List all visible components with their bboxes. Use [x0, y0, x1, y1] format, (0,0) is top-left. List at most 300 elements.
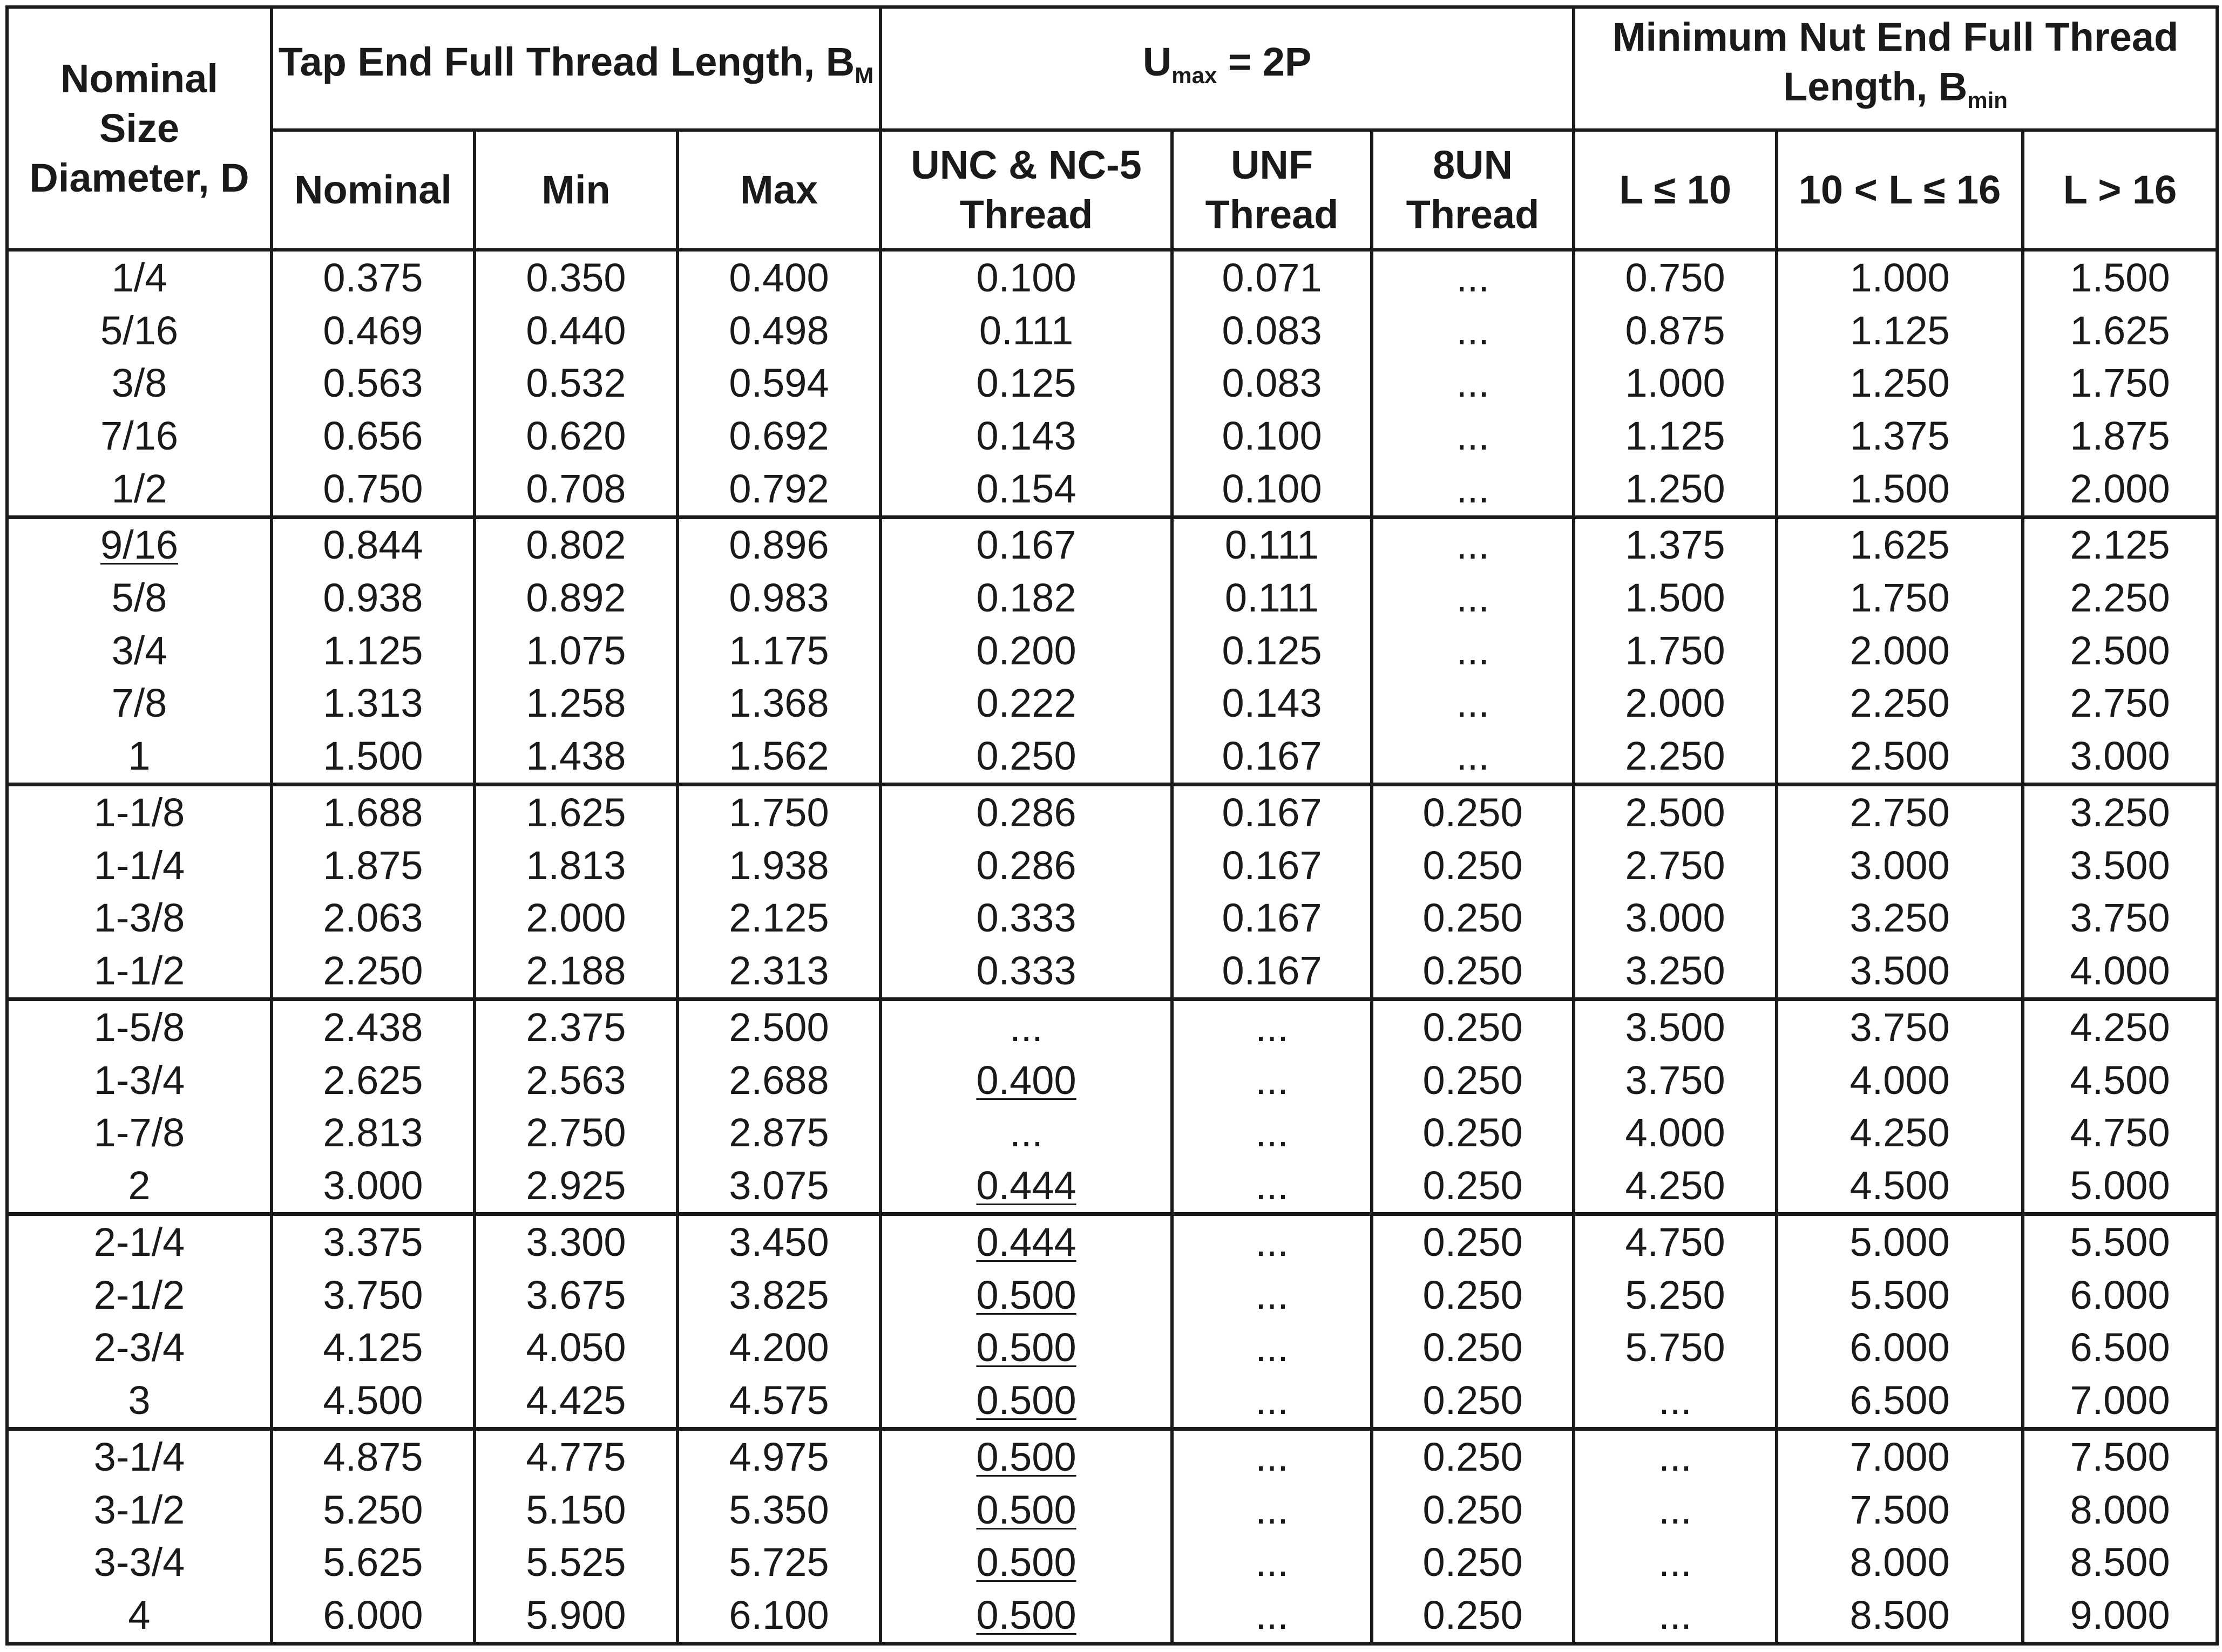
cell-text: 1.750 — [1850, 575, 1950, 621]
cell-text: 4.975 — [729, 1434, 829, 1479]
cell-text: 0.250 — [1422, 1219, 1523, 1265]
cell-text: 3.500 — [1625, 1005, 1725, 1050]
value-cell — [880, 1214, 1172, 1269]
cell-text: 0.896 — [729, 522, 829, 568]
value-cell — [1372, 572, 1574, 624]
value-cell — [880, 1374, 1172, 1429]
col-header-unf: UNF Thread — [1172, 130, 1372, 250]
size-cell — [7, 892, 272, 945]
size-cell — [7, 1536, 272, 1589]
cell-text: 2.813 — [323, 1110, 423, 1155]
value-cell — [1777, 839, 2023, 892]
col-header-l-le-10: L ≤ 10 — [1574, 130, 1777, 250]
cell-text: 0.350 — [526, 255, 626, 300]
cell-text: 0.444 — [976, 1163, 1076, 1208]
cell-text: 0.083 — [1222, 361, 1322, 406]
cell-text: 0.532 — [526, 361, 626, 406]
cell-text: 3.825 — [729, 1272, 829, 1317]
value-cell — [1574, 677, 1777, 730]
cell-text: ... — [1255, 1219, 1289, 1265]
cell-text: 2.625 — [323, 1057, 423, 1103]
cell-text: 4.875 — [323, 1434, 423, 1479]
value-cell — [272, 304, 475, 357]
value-cell — [880, 785, 1172, 839]
cell-text: 4.250 — [2070, 1005, 2170, 1050]
value-cell — [2023, 1484, 2217, 1537]
value-cell — [475, 1214, 678, 1269]
cell-text: 1-3/4 — [93, 1057, 185, 1103]
value-cell — [880, 839, 1172, 892]
cell-text: 3.000 — [1850, 842, 1950, 888]
cell-text: 0.083 — [1222, 308, 1322, 353]
value-cell — [1574, 357, 1777, 410]
value-cell — [272, 1589, 475, 1643]
cell-text: 2.750 — [1850, 790, 1950, 835]
cell-text: 1-7/8 — [93, 1110, 185, 1155]
value-cell — [1172, 1589, 1372, 1643]
size-cell — [7, 839, 272, 892]
value-cell — [1172, 410, 1372, 463]
cell-text: 0.071 — [1222, 255, 1322, 300]
size-cell — [7, 1000, 272, 1054]
cell-text: 0.620 — [526, 413, 626, 458]
table-row — [7, 730, 2217, 784]
value-cell — [272, 892, 475, 945]
value-cell — [2023, 730, 2217, 784]
value-cell — [678, 1054, 880, 1107]
cell-text: ... — [1255, 1110, 1289, 1155]
cell-text: ... — [1658, 1434, 1692, 1479]
value-cell — [1172, 1429, 1372, 1484]
value-cell — [475, 1269, 678, 1322]
value-cell — [678, 730, 880, 784]
value-cell — [2023, 1269, 2217, 1322]
cell-text: 4.000 — [2070, 948, 2170, 994]
cell-text: 0.563 — [323, 361, 423, 406]
value-cell — [880, 1589, 1172, 1643]
col-header-l-gt-16: L > 16 — [2023, 130, 2217, 250]
cell-text: 0.250 — [1422, 1378, 1523, 1423]
header-umax — [880, 7, 1574, 130]
cell-text: 2.250 — [1850, 681, 1950, 726]
cell-text: 4.200 — [729, 1325, 829, 1370]
value-cell — [1372, 892, 1574, 945]
cell-text: ... — [1456, 308, 1489, 353]
cell-text: 0.143 — [976, 413, 1076, 458]
cell-text: 0.802 — [526, 522, 626, 568]
value-cell — [1172, 304, 1372, 357]
cell-text: 0.250 — [1422, 1540, 1523, 1585]
row-group — [7, 785, 2217, 1000]
value-cell — [475, 677, 678, 730]
cell-text: 0.594 — [729, 361, 829, 406]
value-cell — [1372, 1374, 1574, 1429]
cell-text: 1.750 — [729, 790, 829, 835]
cell-text: 0.333 — [976, 895, 1076, 941]
value-cell — [1172, 1159, 1372, 1214]
cell-text: ... — [1456, 413, 1489, 458]
cell-text: 7.000 — [1850, 1434, 1950, 1479]
cell-text: 4.750 — [2070, 1110, 2170, 1155]
cell-text: 3 — [128, 1378, 151, 1423]
value-cell — [880, 1269, 1172, 1322]
value-cell — [1372, 1589, 1574, 1643]
cell-text: ... — [1010, 1110, 1043, 1155]
value-cell — [2023, 677, 2217, 730]
col-header-max: Max — [678, 130, 880, 250]
value-cell — [272, 839, 475, 892]
value-cell — [1372, 677, 1574, 730]
value-cell — [475, 1589, 678, 1643]
cell-text: 0.250 — [1422, 790, 1523, 835]
cell-text: 7/16 — [100, 413, 179, 458]
cell-text: ... — [1456, 466, 1489, 511]
value-cell — [2023, 304, 2217, 357]
value-cell — [1777, 1159, 2023, 1214]
cell-text: 0.892 — [526, 575, 626, 621]
value-cell — [2023, 250, 2217, 304]
size-cell — [7, 572, 272, 624]
value-cell — [272, 463, 475, 517]
table-row — [7, 892, 2217, 945]
value-cell — [2023, 357, 2217, 410]
header-umax-subscript: max — [1171, 62, 1217, 88]
cell-text: 5.525 — [526, 1540, 626, 1585]
value-cell — [1574, 572, 1777, 624]
cell-text: 0.250 — [1422, 1593, 1523, 1638]
cell-text: 3.450 — [729, 1219, 829, 1265]
value-cell — [1777, 463, 2023, 517]
value-cell — [678, 1214, 880, 1269]
cell-text: 0.500 — [976, 1593, 1076, 1638]
value-cell — [1777, 1484, 2023, 1537]
cell-text: 4.425 — [526, 1378, 626, 1423]
cell-text: 5.250 — [323, 1487, 423, 1532]
value-cell — [272, 410, 475, 463]
value-cell — [678, 944, 880, 999]
value-cell — [1372, 1484, 1574, 1537]
cell-text: 3.500 — [2070, 842, 2170, 888]
cell-text: 2 — [128, 1163, 151, 1208]
value-cell — [475, 572, 678, 624]
value-cell — [678, 572, 880, 624]
cell-text: 1.500 — [1850, 466, 1950, 511]
value-cell — [475, 944, 678, 999]
cell-text: 2.000 — [1850, 628, 1950, 673]
cell-text: 0.250 — [1422, 842, 1523, 888]
cell-text: ... — [1456, 361, 1489, 406]
value-cell — [1372, 839, 1574, 892]
value-cell — [1172, 892, 1372, 945]
value-cell — [475, 250, 678, 304]
col-header-unc: UNC & NC-5 Thread — [880, 130, 1172, 250]
cell-text: 5.500 — [2070, 1219, 2170, 1265]
size-cell — [7, 1214, 272, 1269]
value-cell — [678, 785, 880, 839]
value-cell — [272, 1322, 475, 1375]
value-cell — [1777, 1054, 2023, 1107]
value-cell — [1172, 1054, 1372, 1107]
value-cell — [475, 1484, 678, 1537]
value-cell — [678, 1589, 880, 1643]
value-cell — [1372, 1054, 1574, 1107]
cell-text: 5/8 — [111, 575, 167, 621]
value-cell — [678, 624, 880, 677]
value-cell — [678, 1107, 880, 1160]
value-cell — [1372, 304, 1574, 357]
cell-text: 0.440 — [526, 308, 626, 353]
cell-text: 0.400 — [976, 1057, 1076, 1103]
value-cell — [2023, 517, 2217, 572]
header-min-nut-end — [1574, 7, 2217, 130]
value-cell — [1574, 1589, 1777, 1643]
table-row — [7, 839, 2217, 892]
cell-text: 3.675 — [526, 1272, 626, 1317]
size-cell — [7, 1107, 272, 1160]
cell-text: 2.750 — [2070, 681, 2170, 726]
cell-text: 0.938 — [323, 575, 423, 621]
value-cell — [1777, 1429, 2023, 1484]
cell-text: ... — [1456, 255, 1489, 300]
value-cell — [2023, 944, 2217, 999]
value-cell — [1372, 1214, 1574, 1269]
value-cell — [1777, 730, 2023, 784]
value-cell — [678, 1484, 880, 1537]
value-cell — [475, 1536, 678, 1589]
value-cell — [475, 1107, 678, 1160]
value-cell — [1372, 730, 1574, 784]
cell-text: 0.167 — [1222, 790, 1322, 835]
cell-text: 1.500 — [1625, 575, 1725, 621]
value-cell — [880, 1000, 1172, 1054]
table-row — [7, 1589, 2217, 1643]
cell-text: 6.000 — [323, 1593, 423, 1638]
table-row — [7, 250, 2217, 304]
cell-text: 1-1/2 — [93, 948, 185, 994]
table-row — [7, 1322, 2217, 1375]
cell-text: 1.625 — [1850, 522, 1950, 568]
value-cell — [1574, 1322, 1777, 1375]
cell-text: 1.500 — [323, 733, 423, 779]
value-cell — [1777, 944, 2023, 999]
cell-text: 2.000 — [526, 895, 626, 941]
cell-text: 2.125 — [729, 895, 829, 941]
value-cell — [678, 517, 880, 572]
value-cell — [1372, 463, 1574, 517]
value-cell — [272, 1054, 475, 1107]
value-cell — [1372, 624, 1574, 677]
cell-text: 6.000 — [1850, 1325, 1950, 1370]
cell-text: 1.438 — [526, 733, 626, 779]
value-cell — [1574, 463, 1777, 517]
cell-text: 3.750 — [1625, 1057, 1725, 1103]
col-header-nominal: Nominal — [272, 130, 475, 250]
cell-text: ... — [1456, 681, 1489, 726]
size-cell — [7, 304, 272, 357]
value-cell — [2023, 1159, 2217, 1214]
value-cell — [1574, 410, 1777, 463]
value-cell — [475, 892, 678, 945]
value-cell — [1574, 304, 1777, 357]
size-cell — [7, 677, 272, 730]
value-cell — [1574, 1374, 1777, 1429]
table-row — [7, 1107, 2217, 1160]
cell-text: 1.125 — [1625, 413, 1725, 458]
value-cell — [475, 410, 678, 463]
cell-text: ... — [1255, 1005, 1289, 1050]
value-cell — [1574, 1269, 1777, 1322]
cell-text: ... — [1658, 1378, 1692, 1423]
cell-text: 4 — [128, 1593, 151, 1638]
value-cell — [1574, 624, 1777, 677]
size-cell — [7, 1589, 272, 1643]
table-row — [7, 304, 2217, 357]
cell-text: 5.500 — [1850, 1272, 1950, 1317]
value-cell — [678, 463, 880, 517]
value-cell — [1777, 572, 2023, 624]
value-cell — [1574, 1159, 1777, 1214]
value-cell — [1777, 304, 2023, 357]
value-cell — [1172, 1484, 1372, 1537]
value-cell — [475, 304, 678, 357]
value-cell — [678, 357, 880, 410]
cell-text: 5.150 — [526, 1487, 626, 1532]
cell-text: 2-1/2 — [93, 1272, 185, 1317]
cell-text: 0.375 — [323, 255, 423, 300]
value-cell — [475, 1000, 678, 1054]
cell-text: 1.938 — [729, 842, 829, 888]
value-cell — [475, 624, 678, 677]
table-row — [7, 1484, 2217, 1537]
value-cell — [475, 839, 678, 892]
value-cell — [1777, 410, 2023, 463]
cell-text: ... — [1456, 628, 1489, 673]
cell-text: 8.000 — [1850, 1540, 1950, 1585]
value-cell — [272, 1374, 475, 1429]
header-tap-end-label: Tap End Full Thread Length, B — [278, 39, 855, 84]
cell-text: 4.575 — [729, 1378, 829, 1423]
value-cell — [880, 357, 1172, 410]
cell-text: 3.750 — [1850, 1005, 1950, 1050]
cell-text: 0.250 — [1422, 1325, 1523, 1370]
value-cell — [2023, 892, 2217, 945]
cell-text: 2.500 — [729, 1005, 829, 1050]
cell-text: 0.167 — [1222, 948, 1322, 994]
size-cell — [7, 624, 272, 677]
value-cell — [1777, 1107, 2023, 1160]
cell-text: 3.500 — [1850, 948, 1950, 994]
value-cell — [1372, 1536, 1574, 1589]
cell-text: 0.143 — [1222, 681, 1322, 726]
cell-text: 0.500 — [976, 1434, 1076, 1479]
size-cell — [7, 1322, 272, 1375]
value-cell — [1777, 677, 2023, 730]
cell-text: 0.875 — [1625, 308, 1725, 353]
value-cell — [1777, 1214, 2023, 1269]
size-cell — [7, 944, 272, 999]
value-cell — [1172, 839, 1372, 892]
cell-text: 2.250 — [2070, 575, 2170, 621]
value-cell — [1372, 357, 1574, 410]
value-cell — [475, 730, 678, 784]
value-cell — [678, 1536, 880, 1589]
size-cell — [7, 1374, 272, 1429]
value-cell — [1172, 1214, 1372, 1269]
value-cell — [475, 463, 678, 517]
value-cell — [678, 892, 880, 945]
value-cell — [1574, 785, 1777, 839]
cell-text: 6.500 — [1850, 1378, 1950, 1423]
cell-text: 4.125 — [323, 1325, 423, 1370]
table-row — [7, 1214, 2217, 1269]
value-cell — [880, 944, 1172, 999]
value-cell — [1172, 1374, 1372, 1429]
value-cell — [1777, 785, 2023, 839]
cell-text: 0.656 — [323, 413, 423, 458]
table-row — [7, 572, 2217, 624]
value-cell — [880, 730, 1172, 784]
cell-text: 0.692 — [729, 413, 829, 458]
value-cell — [1172, 624, 1372, 677]
value-cell — [880, 624, 1172, 677]
cell-text: 7.000 — [2070, 1378, 2170, 1423]
value-cell — [1172, 785, 1372, 839]
value-cell — [1372, 785, 1574, 839]
cell-text: ... — [1255, 1272, 1289, 1317]
cell-text: 3-1/2 — [93, 1487, 185, 1532]
cell-text: 5.350 — [729, 1487, 829, 1532]
cell-text: 0.250 — [1422, 1272, 1523, 1317]
cell-text: 2.500 — [2070, 628, 2170, 673]
value-cell — [272, 1536, 475, 1589]
cell-text: 2.000 — [1625, 681, 1725, 726]
value-cell — [2023, 410, 2217, 463]
table-row — [7, 463, 2217, 517]
cell-text: 4.500 — [323, 1378, 423, 1423]
cell-text: 0.333 — [976, 948, 1076, 994]
cell-text: 1.875 — [323, 842, 423, 888]
value-cell — [1172, 1536, 1372, 1589]
value-cell — [272, 677, 475, 730]
cell-text: 2.563 — [526, 1057, 626, 1103]
cell-text: 0.500 — [976, 1325, 1076, 1370]
cell-text: 0.100 — [1222, 466, 1322, 511]
cell-text: 1.625 — [526, 790, 626, 835]
value-cell — [880, 1536, 1172, 1589]
table-row — [7, 1054, 2217, 1107]
value-cell — [1172, 517, 1372, 572]
value-cell — [272, 357, 475, 410]
value-cell — [1172, 250, 1372, 304]
value-cell — [475, 785, 678, 839]
size-cell — [7, 1054, 272, 1107]
cell-text: 1.813 — [526, 842, 626, 888]
cell-text: 0.125 — [976, 361, 1076, 406]
cell-text: 1-5/8 — [93, 1005, 185, 1050]
cell-text: 3.000 — [1625, 895, 1725, 941]
cell-text: 3.000 — [323, 1163, 423, 1208]
value-cell — [2023, 1589, 2217, 1643]
header-min-nut-subscript: min — [1967, 87, 2008, 113]
value-cell — [272, 1484, 475, 1537]
table-row — [7, 677, 2217, 730]
header-tap-end-subscript: M — [855, 62, 874, 88]
value-cell — [880, 517, 1172, 572]
value-cell — [1777, 250, 2023, 304]
cell-text: 0.250 — [1422, 1057, 1523, 1103]
value-cell — [1574, 1536, 1777, 1589]
cell-text: 0.167 — [1222, 733, 1322, 779]
